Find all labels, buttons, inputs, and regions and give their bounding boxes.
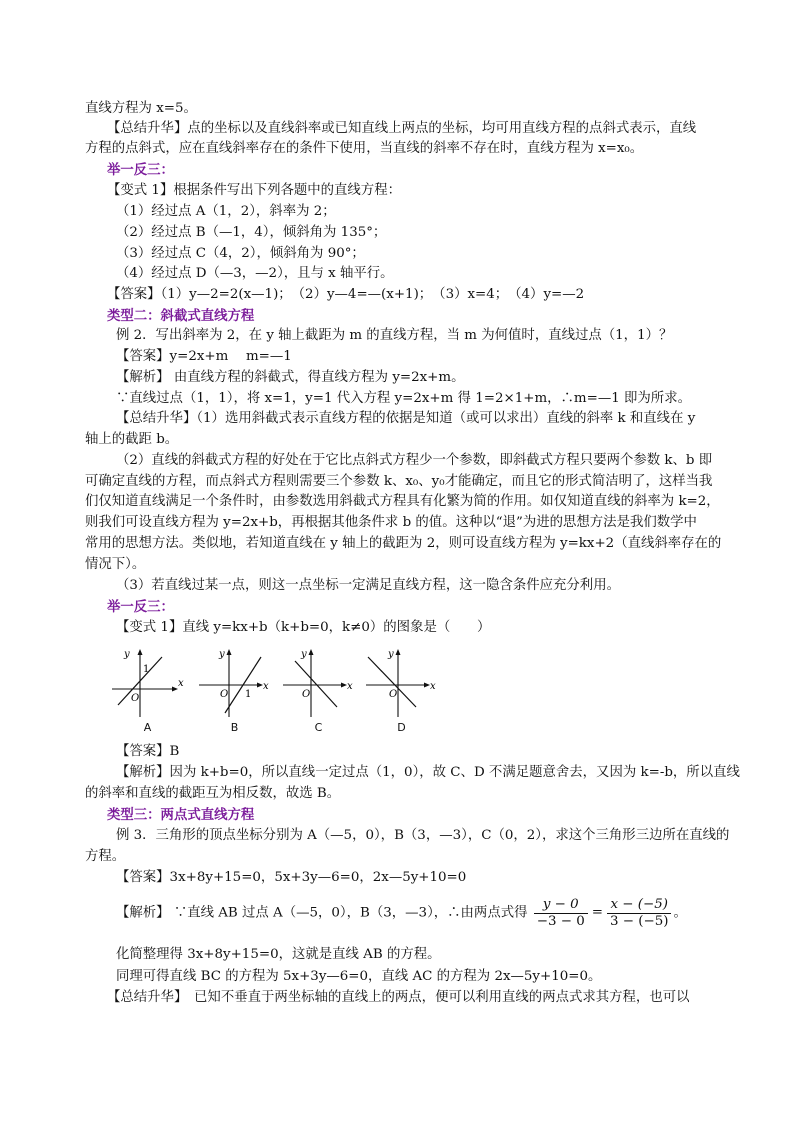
text-line: 化简整理得 3x+8y+15=0，这就是直线 AB 的方程。 bbox=[116, 947, 441, 962]
list-item: （1）经过点 A（1，2），斜率为 2； bbox=[116, 204, 336, 219]
y-label: y bbox=[388, 649, 394, 660]
answer-line: 【答案】B bbox=[116, 744, 180, 759]
text-line: 们仅知道直线满足一个条件时，由参数选用斜截式方程具有化繁为简的作用。如仅知道直线的斜率为 k=2， bbox=[85, 494, 720, 509]
graph-a bbox=[110, 645, 185, 735]
equals-sign: = bbox=[591, 905, 603, 920]
y-axis-arrow-icon bbox=[396, 649, 401, 655]
analysis-line: 【解析】因为 k+b=0，所以直线一定过点（1，0），故 C、D 不满足题意舍去，又因为 k=-b，所以直线 bbox=[116, 765, 740, 780]
graph-c bbox=[281, 645, 356, 735]
y-label: y bbox=[301, 649, 307, 660]
section-heading: 举一反三： bbox=[107, 162, 174, 178]
x-label: x bbox=[430, 681, 436, 692]
text-line: 同理可得直线 BC 的方程为 5x+3y—6=0，直线 AC 的方程为 2x—5y+10=0。 bbox=[116, 969, 602, 984]
list-item: （4）经过点 D（—3，—2），且与 x 轴平行。 bbox=[116, 266, 394, 281]
summary-tag: 【总结升华】 bbox=[107, 121, 188, 136]
graph-label: A bbox=[143, 721, 152, 734]
graph-b bbox=[197, 645, 272, 735]
text-line: 的斜率和直线的截距互为相反数，故选 B。 bbox=[85, 786, 341, 801]
list-item: （3）经过点 C（4，2），倾斜角为 90°； bbox=[116, 246, 365, 261]
graph-d bbox=[364, 645, 439, 735]
summary-tag: 【总结升华】 bbox=[107, 990, 181, 1005]
graph-d-plot bbox=[364, 645, 439, 717]
x-label: x bbox=[347, 681, 353, 692]
fraction-left bbox=[534, 897, 588, 930]
graph-label: D bbox=[397, 721, 406, 734]
list-item: （2）经过点 B（—1，4），倾斜角为 135°； bbox=[116, 225, 387, 240]
fraction-numerator: x − (−5) bbox=[607, 897, 671, 914]
example-question: 例 2．写出斜率为 2，在 y 轴上截距为 m 的直线方程，当 m 为何值时，直线过点（1，1）？ bbox=[116, 328, 673, 343]
x-label: x bbox=[263, 681, 269, 692]
fraction-numerator: y − 0 bbox=[534, 897, 588, 914]
text-line: 方程的点斜式，应在直线斜率存在的条件下使用，当直线的斜率不存在时，直线方程为 x=x₀。 bbox=[85, 141, 644, 156]
text-line: 可确定直线的方程，而点斜式方程则需要三个参数 k、x₀、y₀才能确定，而且它的形式简洁明了，这样当我 bbox=[85, 474, 713, 489]
text-line: 常用的思想方法。类似地，若知道直线在 y 轴上的截距为 2，则可设直线方程为 y=kx+2（直线斜率存在的 bbox=[85, 536, 722, 551]
section-heading: 类型三：两点式直线方程 bbox=[107, 807, 255, 823]
graph-c-plot bbox=[281, 645, 356, 717]
summary-paragraph: 【总结升华】 已知不垂直于两坐标轴的直线上的两点，便可以利用直线的两点式求其方程，也可以 bbox=[107, 990, 690, 1005]
graph-a-plot bbox=[110, 645, 185, 717]
origin-label: O bbox=[389, 689, 398, 700]
variant-title: 【变式 1】根据条件写出下列各题中的直线方程： bbox=[107, 183, 401, 198]
intercept-label: 1 bbox=[143, 664, 150, 675]
text-line: 则我们可设直线方程为 y=2x+b，再根据其他条件求 b 的值。这种以“退”为进的思想方法是我们数学中 bbox=[85, 515, 697, 530]
text-line: 直线方程为 x=5。 bbox=[85, 101, 197, 116]
graph-b-plot bbox=[197, 645, 272, 717]
analysis-line-fraction: 【解析】 ∵直线 AB 过点 A（—5，0），B（3，—3），∴由两点式得 $\frac{y - 0}{-3 - 0}$ = $\frac{x - (-5)}{3 - (-5)}$ 。 bbox=[116, 896, 687, 929]
origin-label: O bbox=[302, 689, 311, 700]
text-line: 轴上的截距 b。 bbox=[85, 432, 179, 447]
answer-line: 【答案】（1）y—2=2(x—1)； （2）y—4=—(x+1)； （3）x=4； （4）y=—2 bbox=[107, 287, 585, 302]
section-heading: 类型二：斜截式直线方程 bbox=[107, 308, 255, 324]
text-line: （3）若直线过某一点，则这一点坐标一定满足直线方程，这一隐含条件应充分利用。 bbox=[116, 578, 620, 593]
graph-line bbox=[295, 661, 337, 707]
y-axis-arrow-icon bbox=[309, 649, 314, 655]
y-axis-arrow-icon bbox=[227, 649, 232, 655]
fraction-denominator: 3 − (−5) bbox=[610, 913, 669, 929]
y-label: y bbox=[219, 649, 225, 660]
answer-line: 【答案】y=2x+m m=—1 bbox=[116, 349, 292, 364]
summary-tag: 【总结升华】 bbox=[116, 411, 197, 426]
summary-paragraph: 【总结升华】点的坐标以及直线斜率或已知直线上两点的坐标，均可用直线方程的点斜式表示，直线 bbox=[107, 121, 697, 136]
origin-label: O bbox=[131, 693, 140, 704]
summary-paragraph: 【总结升华】（1）选用斜截式表示直线方程的依据是知道（或可以求出）直线的斜率 k 和直线在 y bbox=[116, 411, 696, 426]
analysis-line: ∵直线过点（1，1），将 x=1，y=1 代入方程 y=2x+m 得 1=2×1+m，∴m=—1 即为所求。 bbox=[116, 391, 691, 406]
example-question: 例 3．三角形的顶点坐标分别为 A（—5，0），B（3，—3），C（0，2），求这个三角形三边所在直线的 bbox=[116, 828, 730, 843]
x-label: x bbox=[178, 678, 184, 689]
answer-line: 【答案】3x+8y+15=0，5x+3y—6=0，2x—5y+10=0 bbox=[116, 870, 467, 885]
text-line: 情况下）。 bbox=[85, 557, 146, 572]
text-line: （2）直线的斜截式方程的好处在于它比点斜式方程少一个参数，即斜截式方程只要两个参数 k、b 即 bbox=[116, 453, 713, 468]
graph-label: C bbox=[314, 721, 323, 734]
graph-label: B bbox=[230, 721, 239, 734]
fraction-denominator: −3 − 0 bbox=[536, 913, 585, 929]
text-line: 方程。 bbox=[85, 849, 126, 864]
y-axis-arrow-icon bbox=[138, 649, 143, 655]
y-label: y bbox=[124, 649, 130, 660]
fraction-right bbox=[607, 897, 671, 930]
analysis-line: 【解析】 由直线方程的斜截式，得直线方程为 y=2x+m。 bbox=[116, 370, 465, 385]
section-heading: 举一反三： bbox=[107, 599, 174, 615]
variant-title: 【变式 1】直线 y=kx+b（k+b=0，k≠0）的图象是（ ） bbox=[116, 620, 491, 635]
intercept-label: 1 bbox=[245, 689, 252, 700]
origin-label: O bbox=[220, 689, 229, 700]
